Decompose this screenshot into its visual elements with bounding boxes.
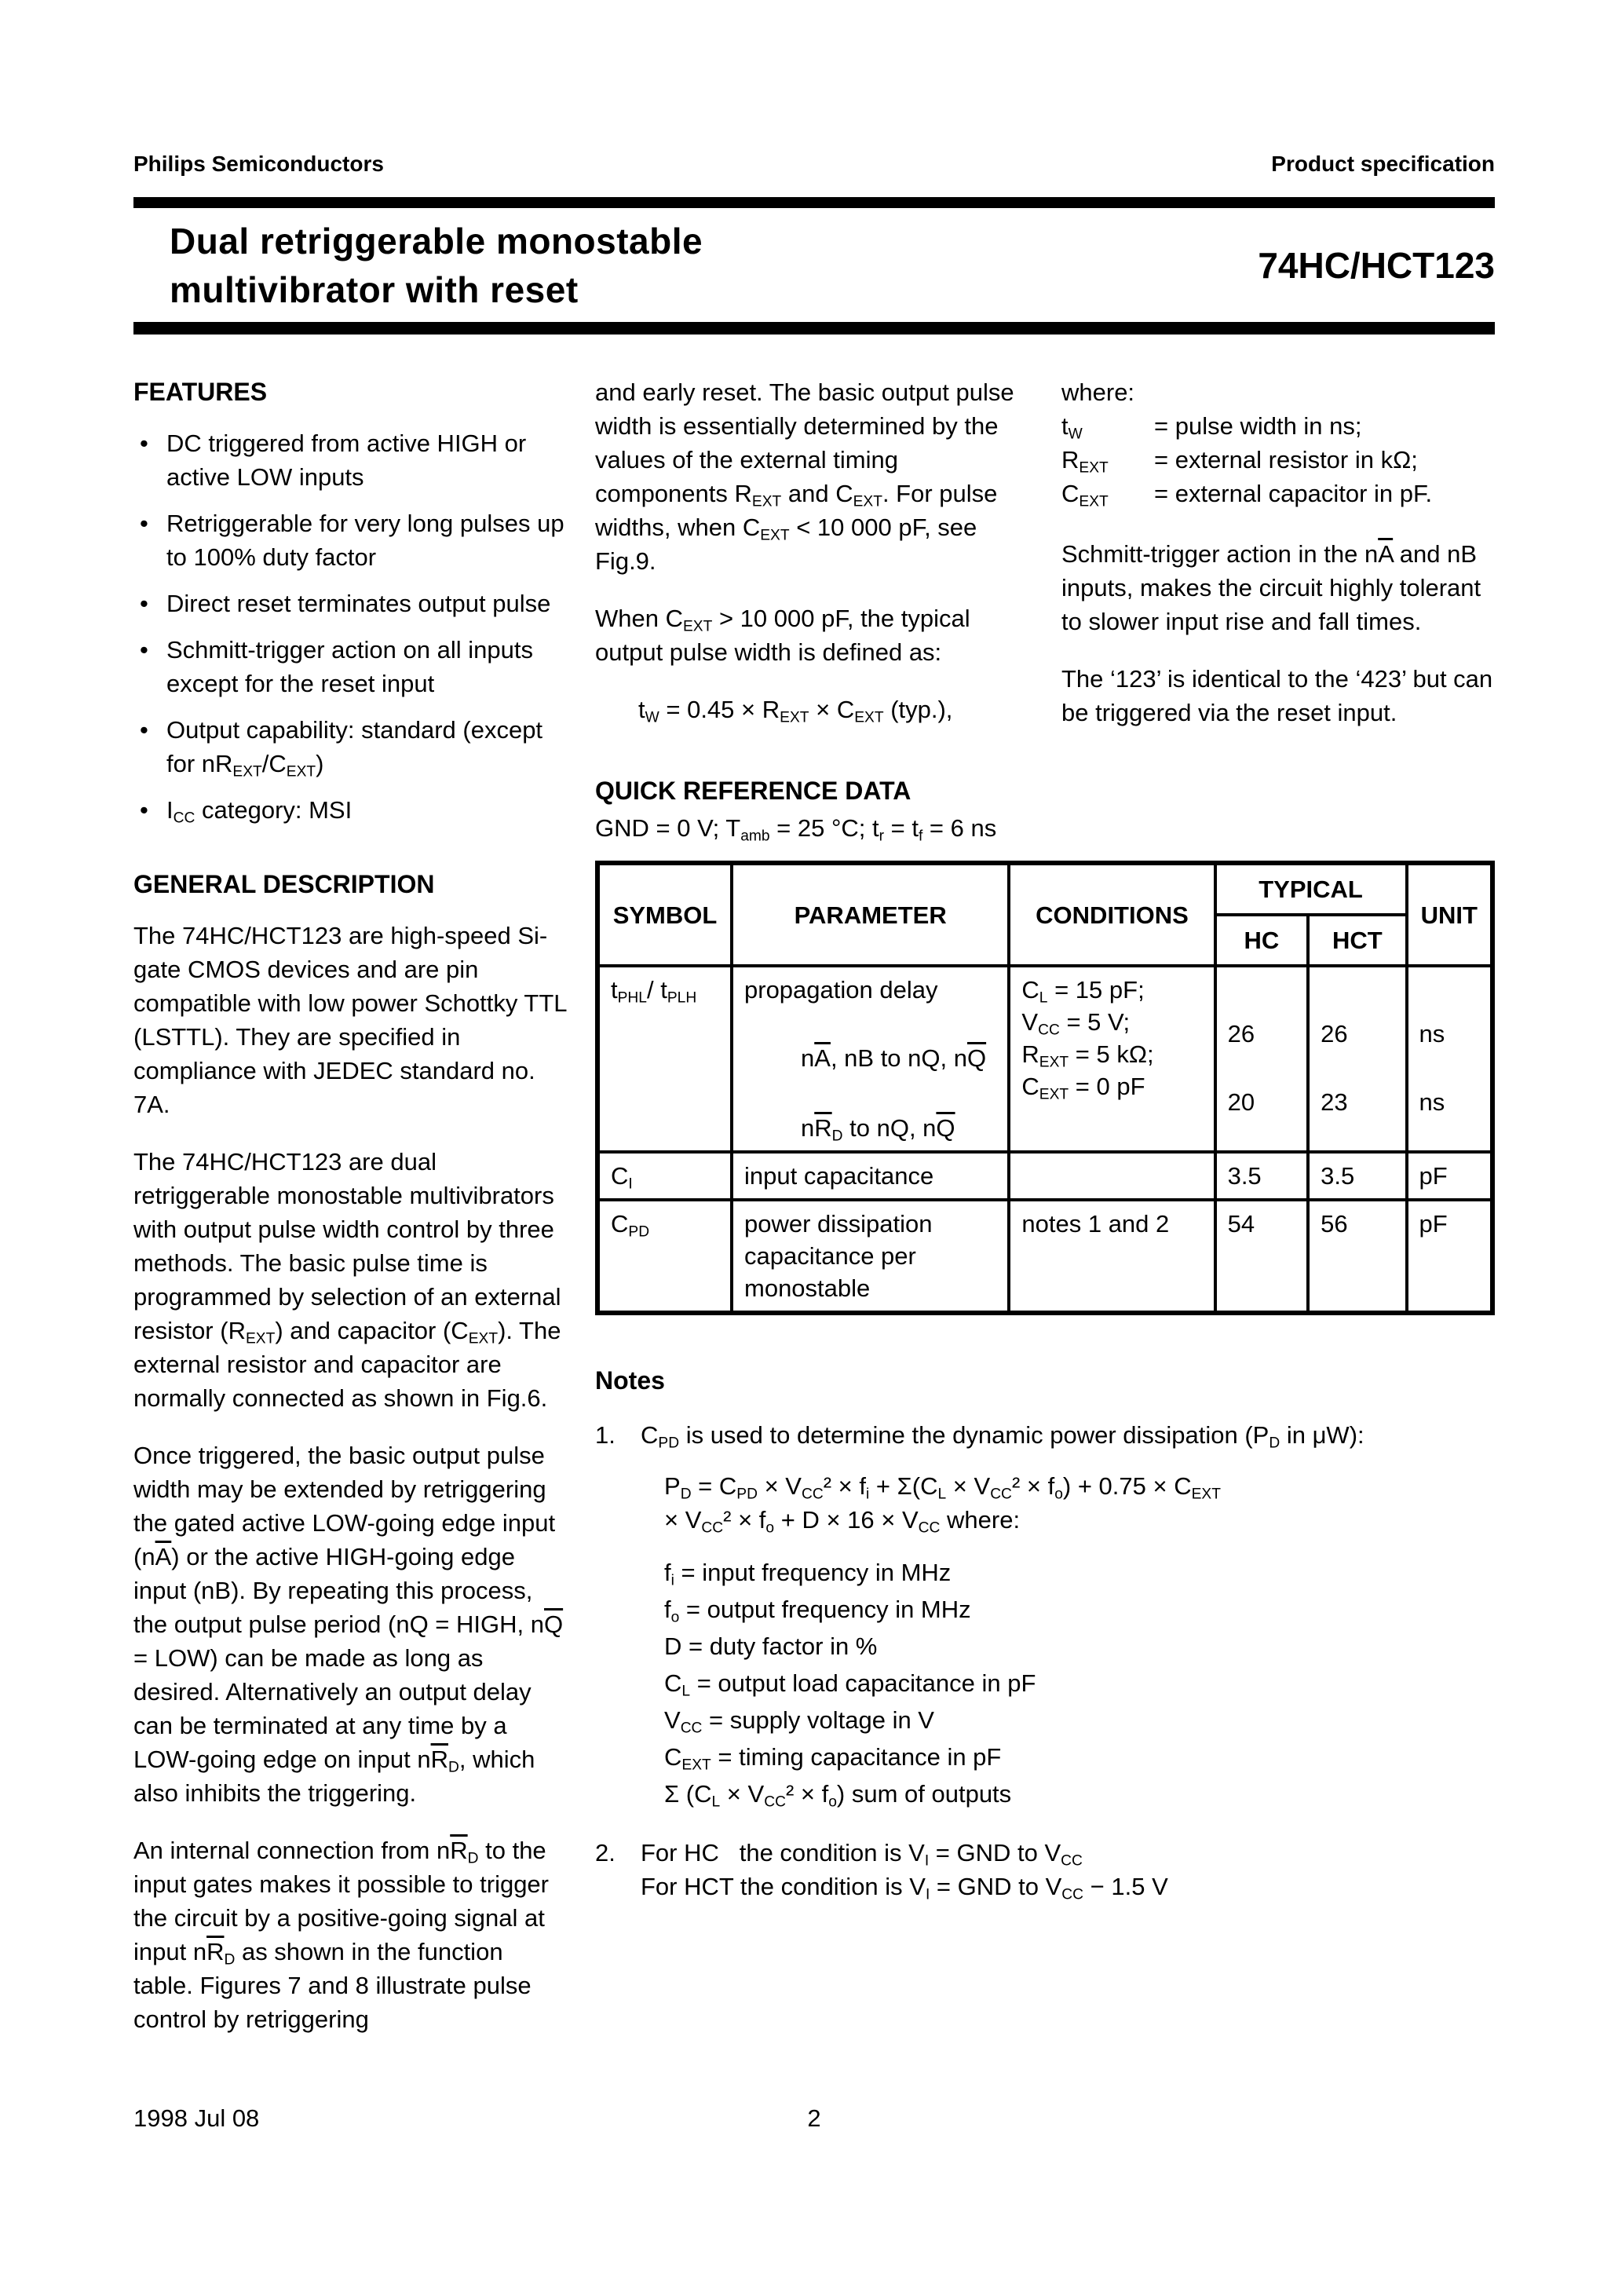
cond-line: $C_L = 15$ pF;: [1021, 976, 1145, 1007]
notes-section: [595, 1364, 1495, 1903]
cell-parameter: power dissipation capacitance per monostable: [732, 1200, 1009, 1313]
cell-unit: pF: [1407, 1200, 1492, 1313]
publisher-name: Philips Semiconductors: [133, 152, 384, 176]
definition-line: $f_i$ = input frequency in MHz: [664, 1559, 952, 1589]
cell-unit: pF: [1407, 1152, 1492, 1200]
document-title: [170, 217, 703, 314]
general-description-p3: Once triggered, the basic output pulse width may be extended by retriggering the gated active LOW-going edge input $(n\overline{A})$ or the active HIGH-going edge input (nB). By repeating this process, the output pulse period (nQ = HIGH, $n\overline{Q} = LOW$) can be made as long as desired. Alternatively an output delay can be terminated at any time by a LOW-going edge on input $n\overline{R}_D$, which also inhibits the triggering.: [133, 1442, 564, 1807]
cell-hct: 56: [1308, 1200, 1406, 1313]
where-def: = external resistor in kΩ;: [1154, 446, 1418, 473]
cell-parameter: input capacitance: [732, 1152, 1009, 1200]
column-middle: [595, 375, 1028, 726]
where-row: [1061, 409, 1496, 443]
note-line: For HCT the condition is $V_I$ = GND to $V_{CC} - 1.5$ V: [641, 1873, 1168, 1903]
where-label: where:: [1061, 378, 1135, 406]
where-row: [1061, 477, 1496, 510]
param-line: $n\overline{R}_D$ to nQ, $n\overline{Q}$: [801, 1114, 955, 1145]
cell-conditions: [1009, 1152, 1215, 1200]
pulse-width-equation: $t_W = 0.45 \times R_{EXT} \times C_{EXT}$ (typ.),: [638, 696, 953, 726]
title-line-2: multivibrator with reset: [170, 269, 579, 310]
notes-heading: Notes: [595, 1366, 665, 1395]
col-header-hc: HC: [1215, 915, 1309, 966]
cell-symbol: $C_I$: [597, 1152, 732, 1200]
general-description-heading: GENERAL DESCRIPTION: [133, 870, 435, 898]
cell-hct: 3.5: [1308, 1152, 1406, 1200]
col-header-hct: HCT: [1308, 915, 1406, 966]
value: 23: [1321, 1088, 1348, 1116]
note-body: [641, 1836, 1495, 1903]
col-header-typical: TYPICAL: [1215, 863, 1407, 915]
value: 20: [1227, 1088, 1255, 1116]
definition-line: $f_o$ = output frequency in MHz: [664, 1596, 971, 1626]
cond-line: $V_{CC} = 5$ V;: [1021, 1008, 1131, 1039]
feature-item: [133, 426, 567, 494]
bullet-icon: •: [140, 716, 148, 744]
note-body: [641, 1418, 1495, 1812]
where-row: [1061, 443, 1496, 477]
feature-item: [133, 506, 567, 574]
note-2: [595, 1836, 1495, 1903]
cond-line: $C_{EXT} = 0$ pF: [1021, 1073, 1145, 1103]
general-description-p1: The 74HC/HCT123 are high-speed Si-gate CMOS devices and are pin compatible with low power Schottky TTL (LSTTL). They are specified in compliance with JEDEC standard no. 7A.: [133, 922, 567, 1118]
header-rule-bottom: [133, 322, 1495, 335]
formula-line: $P_D = C_{PD} \times V_{CC}^2 \times f_i + \Sigma(C_L \times V_{CC}^2 \times f_o) + 0.75 \times C_{EXT}$: [664, 1472, 1221, 1503]
feature-text: Retriggerable for very long pulses up to 100% duty factor: [166, 510, 564, 571]
feature-text: Direct reset terminates output pulse: [166, 590, 551, 617]
unit: ns: [1419, 1088, 1445, 1116]
feature-text: $I_{CC}$ category: MSI: [166, 796, 353, 827]
right-p2: The ‘123’ is identical to the ‘423’ but can be triggered via the reset input.: [1061, 665, 1493, 726]
feature-item: [133, 633, 567, 700]
value: 26: [1321, 1020, 1348, 1047]
definition-line: $C_L$ = output load capacitance in pF: [664, 1669, 1036, 1700]
header-rule-top: [133, 197, 1495, 208]
table-row: [597, 966, 1492, 1152]
spec-type-label: Product specification: [1271, 152, 1495, 176]
note-line: For HC the condition is $V_I$ = GND to $V_{CC}$: [641, 1839, 1083, 1870]
feature-item: [133, 587, 567, 620]
formula-definitions: [664, 1554, 1495, 1812]
right-p1: Schmitt-trigger action in the $n\overline{A}$ and nB inputs, makes the circuit highly tolerant to slower input rise and fall times.: [1061, 540, 1481, 635]
power-dissipation-formula: [664, 1469, 1495, 1537]
title-line-1: Dual retriggerable monostable: [170, 221, 703, 261]
bullet-icon: •: [140, 510, 148, 537]
middle-p2: When $C_{EXT} > 10$ 000 pF, the typical output pulse width is defined as:: [595, 605, 970, 666]
definition-line: D = duty factor in %: [664, 1632, 878, 1660]
param-line: propagation delay: [744, 976, 938, 1004]
cell-hc: 3.5: [1215, 1152, 1309, 1200]
note-number: 1.: [595, 1421, 616, 1449]
bullet-icon: •: [140, 590, 148, 617]
general-description-p2: The 74HC/HCT123 are dual retriggerable monostable multivibrators with output pulse width control by three methods. The basic pulse time is programmed by selection of an external resistor $(R_{EXT})$ and capacitor $(C_{EXT})$. The external resistor and capacitor are normally connected as shown in Fig.6.: [133, 1148, 561, 1412]
title-block: [133, 214, 1495, 317]
cell-parameter: [732, 966, 1009, 1152]
table-row: [597, 1200, 1492, 1313]
footer-date: 1998 Jul 08: [133, 2104, 260, 2132]
col-header-conditions: CONDITIONS: [1009, 863, 1215, 966]
middle-p1: and early reset. The basic output pulse width is essentially determined by the values of the external timing components $R_{EXT}$ and $C_{EXT}$. For pulse widths, when $C_{EXT} < 10$ 000 pF, see Fig.9.: [595, 378, 1014, 575]
col-header-unit: UNIT: [1407, 863, 1492, 966]
param-line: $n\overline{A}$, nB to nQ, $n\overline{Q}$: [801, 1044, 987, 1072]
table-row: [597, 1152, 1492, 1200]
where-term: $R_{EXT}$: [1061, 446, 1109, 477]
where-term: $C_{EXT}$: [1061, 480, 1109, 510]
cell-hct: [1308, 966, 1406, 1152]
table-header-row: [597, 863, 1492, 915]
where-def: = external capacitor in pF.: [1154, 480, 1433, 507]
cell-conditions: notes 1 and 2: [1009, 1200, 1215, 1313]
value: 26: [1227, 1020, 1255, 1047]
bullet-icon: •: [140, 796, 148, 824]
quick-reference-table: [595, 861, 1495, 1315]
column-left: [133, 375, 567, 2036]
col-header-symbol: SYMBOL: [597, 863, 732, 966]
part-number: 74HC/HCT123: [1258, 245, 1495, 286]
where-term: $t_W$: [1061, 412, 1083, 443]
bullet-icon: •: [140, 430, 148, 457]
general-description-p4: An internal connection from $n\overline{R}_D$ to the input gates makes it possible to trigger the circuit by a positive-going signal at input $n\overline{R}_D$ as shown in the function table. Figures 7 and 8 illustrate pulse control by retriggering: [133, 1837, 549, 2033]
where-def: = pulse width in ns;: [1154, 412, 1362, 440]
page-header: [133, 152, 1495, 177]
feature-item: [133, 793, 567, 827]
definition-line: $V_{CC}$ = supply voltage in V: [664, 1706, 934, 1737]
qrd-heading: QUICK REFERENCE DATA: [595, 777, 911, 805]
cell-conditions: [1009, 966, 1215, 1152]
note-number: 2.: [595, 1839, 616, 1866]
features-heading: FEATURES: [133, 378, 268, 406]
formula-line: × $V_{CC}^2 \times f_o + D \times 16 \times V_{CC}$ where:: [664, 1506, 1021, 1537]
note-intro: $C_{PD}$ is used to determine the dynamic power dissipation ($P_D$ in μW):: [641, 1421, 1364, 1452]
cell-symbol: $t_{PHL}/$ $t_{PLH}$: [597, 966, 732, 1152]
definition-line: $C_{EXT} = timing$ capacitance in pF: [664, 1743, 1002, 1774]
cell-hc: 54: [1215, 1200, 1309, 1313]
features-list: [133, 426, 567, 827]
page-footer: [133, 2104, 1495, 2133]
cell-hc: [1215, 966, 1309, 1152]
feature-text: DC triggered from active HIGH or active LOW inputs: [166, 430, 527, 491]
cell-unit: [1407, 966, 1492, 1152]
feature-text: Output capability: standard (except for $nR_{EXT}/C_{EXT}$): [166, 716, 543, 781]
note-1: [595, 1418, 1495, 1812]
where-definitions: [1061, 409, 1496, 510]
unit: ns: [1419, 1020, 1445, 1047]
footer-page-number: 2: [807, 2104, 821, 2132]
definition-line: Σ $(C_L \times V_{CC}^2 \times f_o)$ sum of outputs: [664, 1780, 1012, 1811]
cond-line: $R_{EXT} = 5$ kΩ;: [1021, 1040, 1154, 1071]
qrd-conditions: GND = 0 V; $T_{amb} = 25$ °C; $t_r = t_f = 6$ ns: [595, 814, 997, 845]
feature-text: Schmitt-trigger action on all inputs except for the reset input: [166, 636, 533, 697]
feature-item: [133, 713, 567, 781]
column-right: [1061, 375, 1496, 729]
cell-symbol: $C_{PD}$: [597, 1200, 732, 1313]
col-header-parameter: PARAMETER: [732, 863, 1009, 966]
bullet-icon: •: [140, 636, 148, 664]
quick-reference-section: [595, 774, 1495, 1927]
